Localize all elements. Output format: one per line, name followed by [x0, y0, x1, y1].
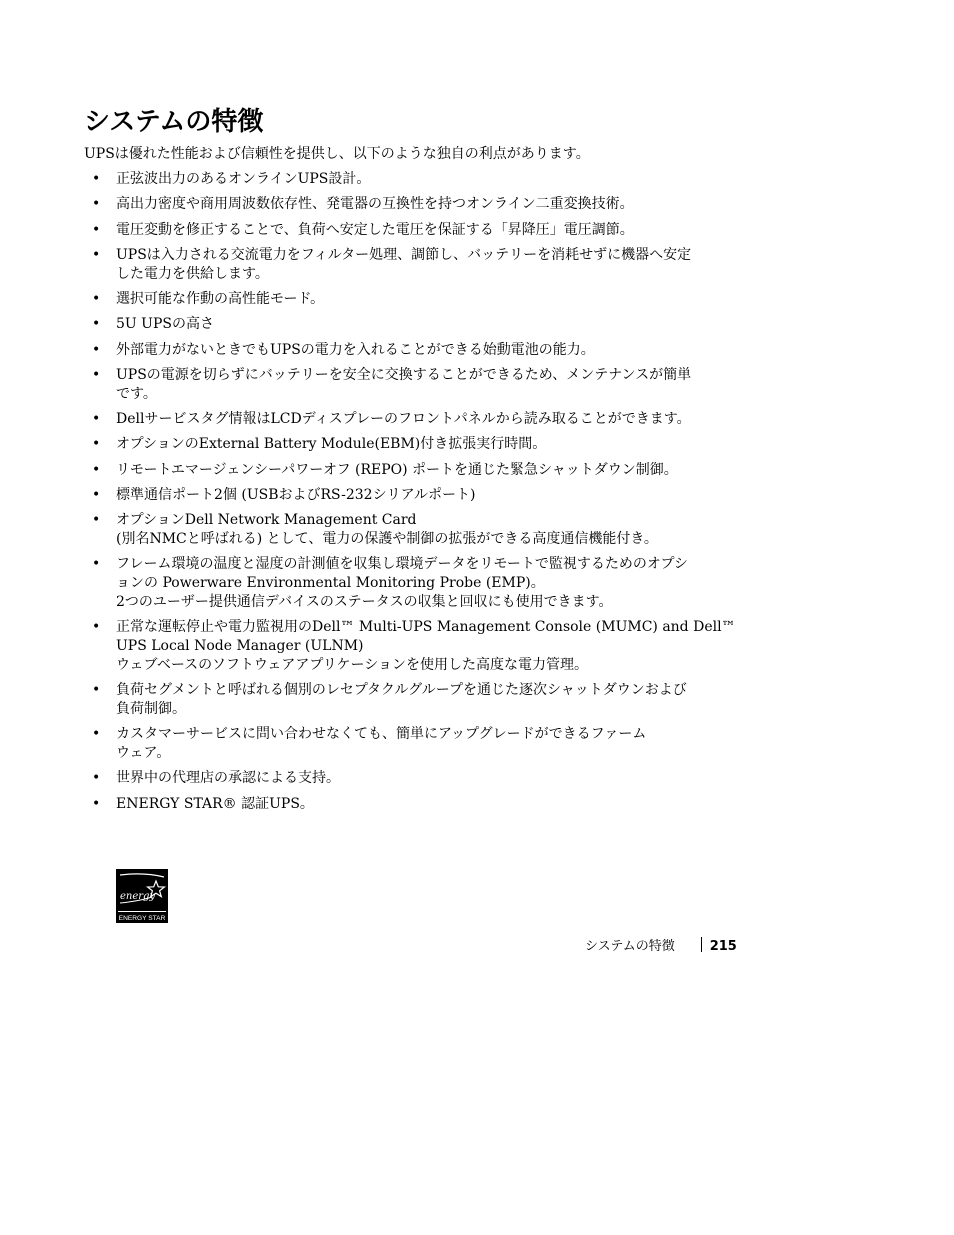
footer-section-title: システムの特徴 [585, 939, 675, 954]
bullet-marker: • [92, 770, 101, 787]
feature-text-line: フレーム環境の温度と湿度の計測値を収集し環境データをリモートで監視するためのオプシ [116, 556, 688, 573]
bullet-marker: • [92, 795, 101, 812]
feature-text-line: カスタマーサービスに問い合わせなくても、簡単にアップグレードができるファーム [116, 726, 647, 743]
feature-item [92, 486, 762, 505]
page-number: 215 [709, 939, 737, 954]
logo-script-text: energy [120, 891, 156, 902]
bullet-marker: • [92, 410, 101, 427]
bullet-marker: • [92, 246, 101, 263]
feature-item [92, 681, 762, 719]
feature-text-line: UPS Local Node Manager (ULNM) [116, 637, 364, 654]
feature-item [92, 341, 762, 360]
feature-text-line: 選択可能な作動の高性能モード。 [116, 290, 325, 307]
feature-item [92, 795, 762, 814]
feature-item [92, 435, 762, 454]
feature-list [92, 170, 762, 820]
feature-text-line: です。 [116, 385, 157, 402]
bullet-marker: • [92, 461, 101, 478]
bullet-marker: • [92, 436, 101, 453]
feature-text-line: 高出力密度や商用周波数依存性、発電器の互換性を持つオンライン二重変換技術。 [116, 196, 634, 213]
energy-star-logo [116, 869, 168, 923]
bullet-marker: • [92, 341, 101, 358]
bullet-marker: • [92, 619, 101, 636]
feature-item [92, 170, 762, 189]
feature-item [92, 410, 762, 429]
bullet-marker: • [92, 290, 101, 307]
energy-star-icon [116, 869, 168, 923]
feature-item [92, 290, 762, 309]
bullet-marker: • [92, 556, 101, 573]
feature-item [92, 246, 762, 284]
feature-text-line: 正弦波出力のあるオンラインUPS設計。 [116, 171, 371, 187]
feature-item [92, 461, 762, 480]
feature-item [92, 366, 762, 404]
feature-text-line: 標準通信ポート2個 (USBおよびRS-232シリアルポート) [116, 486, 476, 503]
feature-item [92, 195, 762, 214]
bullet-marker: • [92, 366, 101, 383]
intro-paragraph: UPSは優れた性能および信頼性を提供し、以下のような独自の利点があります。 [84, 146, 590, 162]
feature-text-line: 5U UPSの高さ [116, 316, 214, 333]
bullet-marker: • [92, 171, 101, 187]
feature-text-line: オプションのExternal Battery Module(EBM)付き拡張実行時間。 [116, 436, 547, 453]
bullet-marker: • [92, 486, 101, 503]
feature-text-line: UPSは入力される交流電力をフィルター処理、調節し、バッテリーを消耗せずに機器へ安定 [116, 246, 692, 263]
feature-text-line: オプションDell Network Management Card [116, 512, 417, 529]
feature-text-line: 電圧変動を修正することで、負荷へ安定した電圧を保証する「昇降圧」電圧調節。 [116, 221, 634, 238]
page-footer [585, 937, 737, 956]
feature-item [92, 315, 762, 334]
footer-divider [701, 937, 702, 952]
bullet-marker: • [92, 316, 101, 333]
page-title: システムの特徴 [84, 107, 264, 137]
feature-text-line: Dellサービスタグ情報はLCDディスプレーのフロントパネルから読み取ることができます。 [116, 410, 691, 427]
feature-item [92, 769, 762, 788]
feature-item [92, 618, 762, 674]
feature-text-line: (別名NMCと呼ばれる) として、電力の保護や制御の拡張ができる高度通信機能付き。 [116, 530, 658, 547]
feature-text-line: 外部電力がないときでもUPSの電力を入れることができる始動電池の能力。 [116, 341, 595, 358]
bullet-marker: • [92, 512, 101, 529]
bullet-marker: • [92, 682, 101, 699]
feature-text-line: した電力を供給します。 [116, 265, 269, 282]
feature-text-line: ウェブベースのソフトウェアアプリケーションを使用した高度な電力管理。 [116, 656, 588, 673]
bullet-marker: • [92, 726, 101, 743]
feature-text-line: 負荷セグメントと呼ばれる個別のレセプタクルグループを通じた逐次シャットダウンおよび [116, 682, 687, 699]
feature-item [92, 725, 762, 763]
feature-text-line: ウェア。 [116, 744, 171, 761]
feature-item [92, 555, 762, 611]
feature-item [92, 221, 762, 240]
feature-text-line: 負荷制御。 [116, 700, 186, 717]
feature-item [92, 511, 762, 549]
logo-caption: ENERGY STAR [118, 915, 166, 922]
feature-text-line: リモートエマージェンシーパワーオフ (REPO) ポートを通じた緊急シャットダウン制御。 [116, 461, 678, 478]
feature-text-line: ENERGY STAR® 認証UPS。 [116, 795, 314, 812]
feature-text-line: ョンの Powerware Environmental Monitoring Probe (EMP)。 [116, 575, 545, 592]
feature-text-line: UPSの電源を切らずにバッテリーを安全に交換することができるため、メンテナンスが簡単 [116, 366, 692, 383]
bullet-marker: • [92, 221, 101, 238]
feature-text-line: 2つのユーザー提供通信デバイスのステータスの収集と回収にも使用できます。 [116, 593, 613, 610]
feature-text-line: 世界中の代理店の承認による支持。 [116, 770, 340, 787]
feature-text-line: 正常な運転停止や電力監視用のDell™ Multi-UPS Management Console (MUMC) and Dell™ [116, 619, 736, 636]
bullet-marker: • [92, 196, 101, 213]
